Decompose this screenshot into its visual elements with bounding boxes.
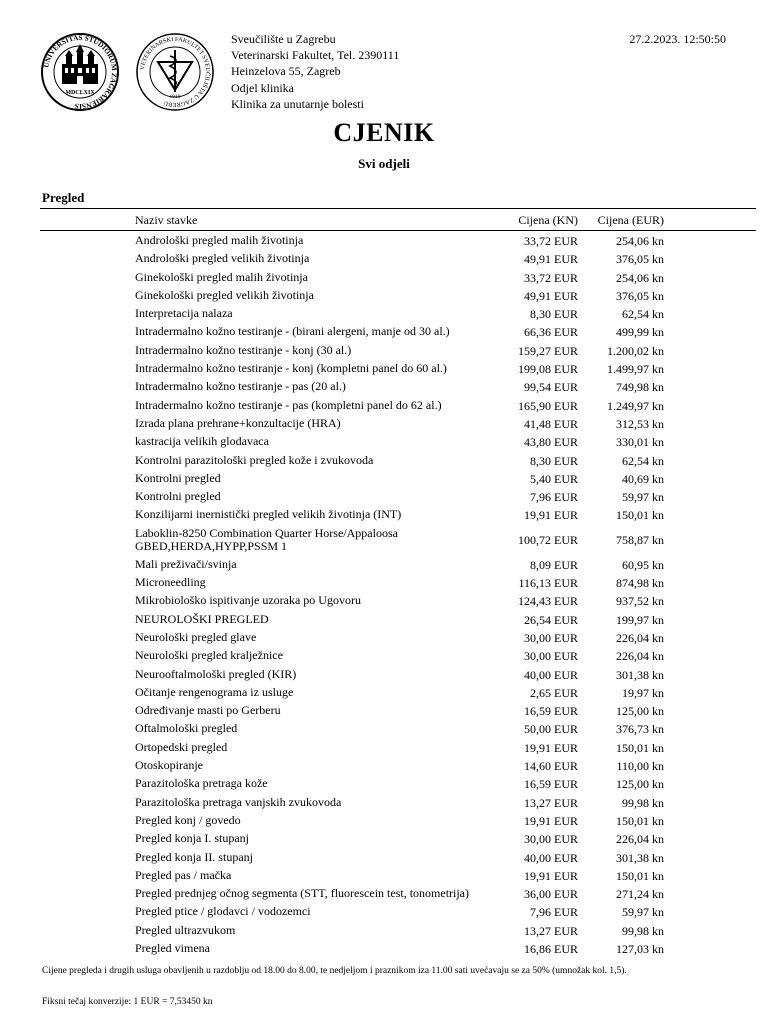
item-name-line: Mali preživači/svinja [135, 556, 237, 571]
header-line: Heinzelova 55, Zagreb [231, 64, 341, 79]
item-name [135, 613, 269, 626]
column-header-kn: Cijena (KN) [518, 213, 578, 227]
price-cell: 33,72 EUR [524, 234, 578, 248]
price-cell: 150,01 kn [616, 740, 664, 755]
price-cell: 40,00 EUR [524, 850, 578, 865]
price-cell: 376,05 kn [616, 252, 664, 267]
table-row [40, 683, 756, 701]
table-row [40, 866, 756, 884]
item-name [135, 307, 233, 320]
table-header [40, 208, 756, 231]
table-row [40, 793, 756, 811]
item-name [135, 527, 398, 553]
table-row [40, 231, 756, 249]
item-name [135, 362, 447, 375]
price-cell: 312,53 kn [616, 416, 664, 431]
table-row [40, 848, 756, 866]
item-name-line: Izrada plana prehrane+konzultacije (HRA) [135, 415, 341, 430]
price-cell: 127,03 kn [616, 941, 664, 956]
price-cell: 7,96 EUR [530, 490, 578, 505]
item-name-line: Pregled vimena [135, 940, 210, 955]
table-row [40, 902, 756, 920]
item-name-line: kastracija velikih glodavaca [135, 434, 269, 449]
item-name [135, 454, 373, 467]
table-row [40, 396, 756, 414]
seal-uni-year: MDCLXIX [65, 90, 95, 96]
price-cell: 49,91 EUR [524, 252, 578, 267]
table-row [40, 628, 756, 646]
item-name [135, 631, 256, 644]
price-cell: 124,43 EUR [518, 594, 578, 609]
item-name-line: Androloški pregled malih životinja [135, 233, 304, 247]
price-cell: 1.200,02 kn [607, 343, 664, 358]
item-name-line: Neurološki pregled glave [135, 629, 257, 644]
price-cell: 301,38 kn [616, 667, 664, 682]
table-row [40, 341, 756, 359]
item-name-line: Očitanje rengenograma iz usluge [135, 684, 294, 699]
table-row [40, 774, 756, 792]
price-cell: 49,91 EUR [524, 288, 578, 303]
price-table [40, 208, 756, 957]
institution-header [231, 31, 399, 112]
price-cell: 30,00 EUR [524, 649, 578, 664]
header-line: Klinika za unutarnje bolesti [231, 96, 364, 111]
price-cell: 226,04 kn [616, 832, 664, 847]
price-cell: 100,72 EUR [518, 532, 578, 547]
item-name-line: NEUROLOŠKI PREGLED [135, 611, 269, 626]
price-cell: 19,97 kn [622, 685, 664, 700]
item-name-line: Neurooftalmološki pregled (KIR) [135, 666, 297, 681]
header-line: Veterinarski Fakultet, Tel. 2390111 [231, 48, 400, 63]
item-name [135, 472, 221, 485]
header-line: Odjel klinika [231, 80, 294, 95]
item-name-line: GBED,HERDA,HYPP,PSSM 1 [135, 538, 288, 553]
table-row [40, 451, 756, 469]
table-row [40, 646, 756, 664]
price-cell: 16,59 EUR [524, 704, 578, 719]
table-row [40, 268, 756, 286]
price-cell: 26,54 EUR [524, 612, 578, 627]
item-name [135, 271, 308, 284]
item-name-line: Ginekološki pregled malih životinja [135, 269, 308, 284]
item-name [135, 234, 303, 247]
item-name [135, 905, 311, 918]
item-name-line: Kontrolni pregled [135, 470, 221, 485]
table-row [40, 304, 756, 322]
price-cell: 60,95 kn [622, 557, 664, 572]
surcharge-note: Cijene pregleda i drugih usluga obavljenih u razdoblju od 18.00 do 8.00, te nedjeljom i praznikom iza 11.00 sati uvećavaju se za 50% (umnožak kol. 1,5). [42, 966, 627, 976]
item-name-line: Ginekološki pregled velikih životinja [135, 287, 314, 302]
seal-uni-ring-text: UNIVERSITAS STUDIORUM ZAGRABIENSIS [42, 33, 119, 111]
price-cell: 2,65 EUR [530, 685, 578, 700]
table-row [40, 939, 756, 957]
item-name-line: Pregled konja II. stupanj [135, 849, 253, 864]
table-row [40, 573, 756, 591]
item-name [135, 924, 235, 937]
item-name-line: Ortopedski pregled [135, 739, 228, 754]
price-cell: 41,48 EUR [524, 416, 578, 431]
item-name [135, 741, 227, 754]
price-cell: 50,00 EUR [524, 722, 578, 737]
price-cell: 99,98 kn [622, 923, 664, 938]
item-name-line: Laboklin-8250 Combination Quarter Horse/Appaloosa [135, 525, 398, 540]
header-line: Sveučilište u Zagrebu [231, 32, 336, 46]
conversion-rate-note: Fiksni tečaj konverzije: 1 EUR = 7,53450 kn [42, 997, 213, 1007]
price-cell: 749,98 kn [616, 380, 664, 395]
price-cell: 226,04 kn [616, 630, 664, 645]
price-cell: 19,91 EUR [524, 868, 578, 883]
price-cell: 66,36 EUR [524, 325, 578, 340]
price-cell: 116,13 EUR [518, 576, 578, 591]
price-cell: 62,54 kn [622, 307, 664, 322]
item-name-line: Pregled prednjeg očnog segmenta (STT, fluorescein test, tonometrija) [135, 886, 470, 901]
item-name-line: Pregled konj / govedo [135, 812, 241, 827]
price-cell: 150,01 kn [616, 813, 664, 828]
price-cell: 199,97 kn [616, 612, 664, 627]
item-name-line: Intradermalno kožno testiranje - konj (kompletni panel do 60 al.) [135, 361, 447, 376]
price-cell: 13,27 EUR [524, 923, 578, 938]
price-cell: 330,01 kn [616, 435, 664, 450]
page-subtitle: Svi odjeli [358, 156, 410, 171]
item-name-line: Intradermalno kožno testiranje - pas (kompletni panel do 62 al.) [135, 397, 442, 412]
table-row [40, 469, 756, 487]
table-row [40, 921, 756, 939]
table-row [40, 665, 756, 683]
page-title: CJENIK [333, 118, 435, 147]
price-cell: 30,00 EUR [524, 630, 578, 645]
price-cell: 99,98 kn [622, 795, 664, 810]
item-name [135, 417, 341, 430]
table-row [40, 286, 756, 304]
item-name-line: Mikrobiološko ispitivanje uzoraka po Ugovoru [135, 593, 361, 608]
price-cell: 40,69 kn [622, 471, 664, 486]
vet-faculty-seal-logo [130, 32, 220, 112]
item-name-line: Pregled pas / mačka [135, 867, 232, 882]
price-cell: 150,01 kn [616, 508, 664, 523]
column-header-name: Naziv stavke [135, 213, 198, 227]
item-name [135, 851, 253, 864]
item-name [135, 435, 269, 448]
table-body [40, 231, 756, 957]
item-name [135, 576, 206, 589]
item-name-line: Kontrolni pregled [135, 489, 221, 504]
price-cell: 125,00 kn [616, 704, 664, 719]
price-cell: 150,01 kn [616, 868, 664, 883]
price-cell: 1.499,97 kn [607, 362, 664, 377]
item-name-line: Pregled ptice / glodavci / vodozemci [135, 904, 311, 919]
table-row [40, 377, 756, 395]
item-name [135, 869, 231, 882]
item-name [135, 399, 442, 412]
price-cell: 1.249,97 kn [607, 398, 664, 413]
item-name-line: Intradermalno kožno testiranje - pas (20 al.) [135, 379, 346, 394]
table-row [40, 719, 756, 737]
table-row [40, 610, 756, 628]
item-name [135, 289, 314, 302]
item-name-line: Pregled konja I. stupanj [135, 831, 249, 846]
price-cell: 5,40 EUR [530, 471, 578, 486]
item-name-line: Određivanje masti po Gerberu [135, 703, 281, 718]
price-cell: 937,52 kn [616, 594, 664, 609]
price-cell: 376,05 kn [616, 288, 664, 303]
table-row [40, 249, 756, 267]
price-cell: 59,97 kn [622, 490, 664, 505]
table-row [40, 591, 756, 609]
university-seal-logo [40, 32, 120, 112]
item-name-line: Intradermalno kožno testiranje - (birani alergeni, manje od 30 al.) [135, 324, 450, 339]
price-cell: 226,04 kn [616, 649, 664, 664]
seal-vet-year: 1919 [169, 94, 181, 100]
item-name [135, 558, 237, 571]
item-name [135, 722, 237, 735]
item-name [135, 649, 283, 662]
item-name-line: Intradermalno kožno testiranje - konj (30 al.) [135, 342, 352, 357]
print-timestamp: 27.2.2023. 12:50:50 [629, 32, 726, 46]
price-cell: 125,00 kn [616, 777, 664, 792]
table-row [40, 505, 756, 523]
item-name [135, 704, 281, 717]
column-header-eur: Cijena (EUR) [597, 213, 664, 227]
price-cell: 33,72 EUR [524, 270, 578, 285]
price-cell: 13,27 EUR [524, 795, 578, 810]
price-cell: 62,54 kn [622, 453, 664, 468]
price-cell: 254,06 kn [616, 234, 664, 248]
price-cell: 199,08 EUR [518, 362, 578, 377]
item-name-line: Parazitološka pretraga vanjskih zvukovoda [135, 794, 342, 809]
price-cell: 254,06 kn [616, 270, 664, 285]
table-row [40, 829, 756, 847]
item-name-line: Pregled ultrazvukom [135, 922, 236, 937]
item-name [135, 668, 296, 681]
item-name [135, 594, 361, 607]
price-cell: 59,97 kn [622, 905, 664, 920]
section-title: Pregled [42, 190, 85, 205]
table-row [40, 555, 756, 573]
item-name [135, 490, 221, 503]
table-row [40, 487, 756, 505]
item-name-line: Androloški pregled velikih životinja [135, 251, 310, 266]
item-name [135, 777, 268, 790]
table-row [40, 432, 756, 450]
item-name [135, 814, 241, 827]
price-cell: 14,60 EUR [524, 759, 578, 774]
item-name [135, 325, 450, 338]
item-name [135, 796, 341, 809]
item-name-line: Konzilijarni inernistički pregled velikih životinja (INT) [135, 507, 402, 522]
price-cell: 8,30 EUR [530, 453, 578, 468]
price-cell: 99,54 EUR [524, 380, 578, 395]
item-name [135, 942, 210, 955]
price-cell: 110,00 kn [616, 759, 664, 774]
item-name-line: Interpretacija nalaza [135, 306, 233, 321]
seal-vet-ring-text: VETERINARSKI FAKULTET SVEUČILIŠTA U ZAGREBU [139, 35, 212, 109]
price-cell: 19,91 EUR [524, 740, 578, 755]
table-row [40, 884, 756, 902]
price-cell: 301,38 kn [616, 850, 664, 865]
table-row [40, 414, 756, 432]
item-name-line: Neurološki pregled kralježnice [135, 648, 283, 663]
price-cell: 19,91 EUR [524, 508, 578, 523]
price-cell: 8,09 EUR [530, 557, 578, 572]
price-cell: 16,59 EUR [524, 777, 578, 792]
price-cell: 874,98 kn [616, 576, 664, 591]
price-cell: 376,73 kn [616, 722, 664, 737]
price-cell: 8,30 EUR [530, 307, 578, 322]
table-row [40, 738, 756, 756]
item-name-line: Kontrolni parazitološki pregled kože i zvukovoda [135, 452, 374, 467]
item-name [135, 252, 309, 265]
price-cell: 159,27 EUR [518, 343, 578, 358]
table-row [40, 701, 756, 719]
table-row [40, 756, 756, 774]
price-cell: 40,00 EUR [524, 667, 578, 682]
price-cell: 7,96 EUR [530, 905, 578, 920]
item-name-line: Otoskopiranje [135, 758, 203, 773]
table-row [40, 322, 756, 340]
item-name-line: Oftalmološki pregled [135, 721, 238, 736]
price-cell: 758,87 kn [616, 532, 664, 547]
price-cell: 499,99 kn [616, 325, 664, 340]
item-name-line: Microneedling [135, 575, 206, 590]
price-cell: 30,00 EUR [524, 832, 578, 847]
table-row [40, 359, 756, 377]
price-cell: 271,24 kn [616, 887, 664, 902]
item-name [135, 344, 351, 357]
price-cell: 165,90 EUR [518, 398, 578, 413]
item-name [135, 759, 203, 772]
item-name [135, 380, 346, 393]
price-cell: 36,00 EUR [524, 887, 578, 902]
price-cell: 43,80 EUR [524, 435, 578, 450]
item-name [135, 508, 401, 521]
price-cell: 16,86 EUR [524, 941, 578, 956]
item-name [135, 887, 469, 900]
item-name [135, 686, 293, 699]
price-cell: 19,91 EUR [524, 813, 578, 828]
table-row [40, 811, 756, 829]
item-name [135, 832, 249, 845]
table-row [40, 524, 756, 555]
item-name-line: Parazitološka pretraga kože [135, 776, 268, 791]
